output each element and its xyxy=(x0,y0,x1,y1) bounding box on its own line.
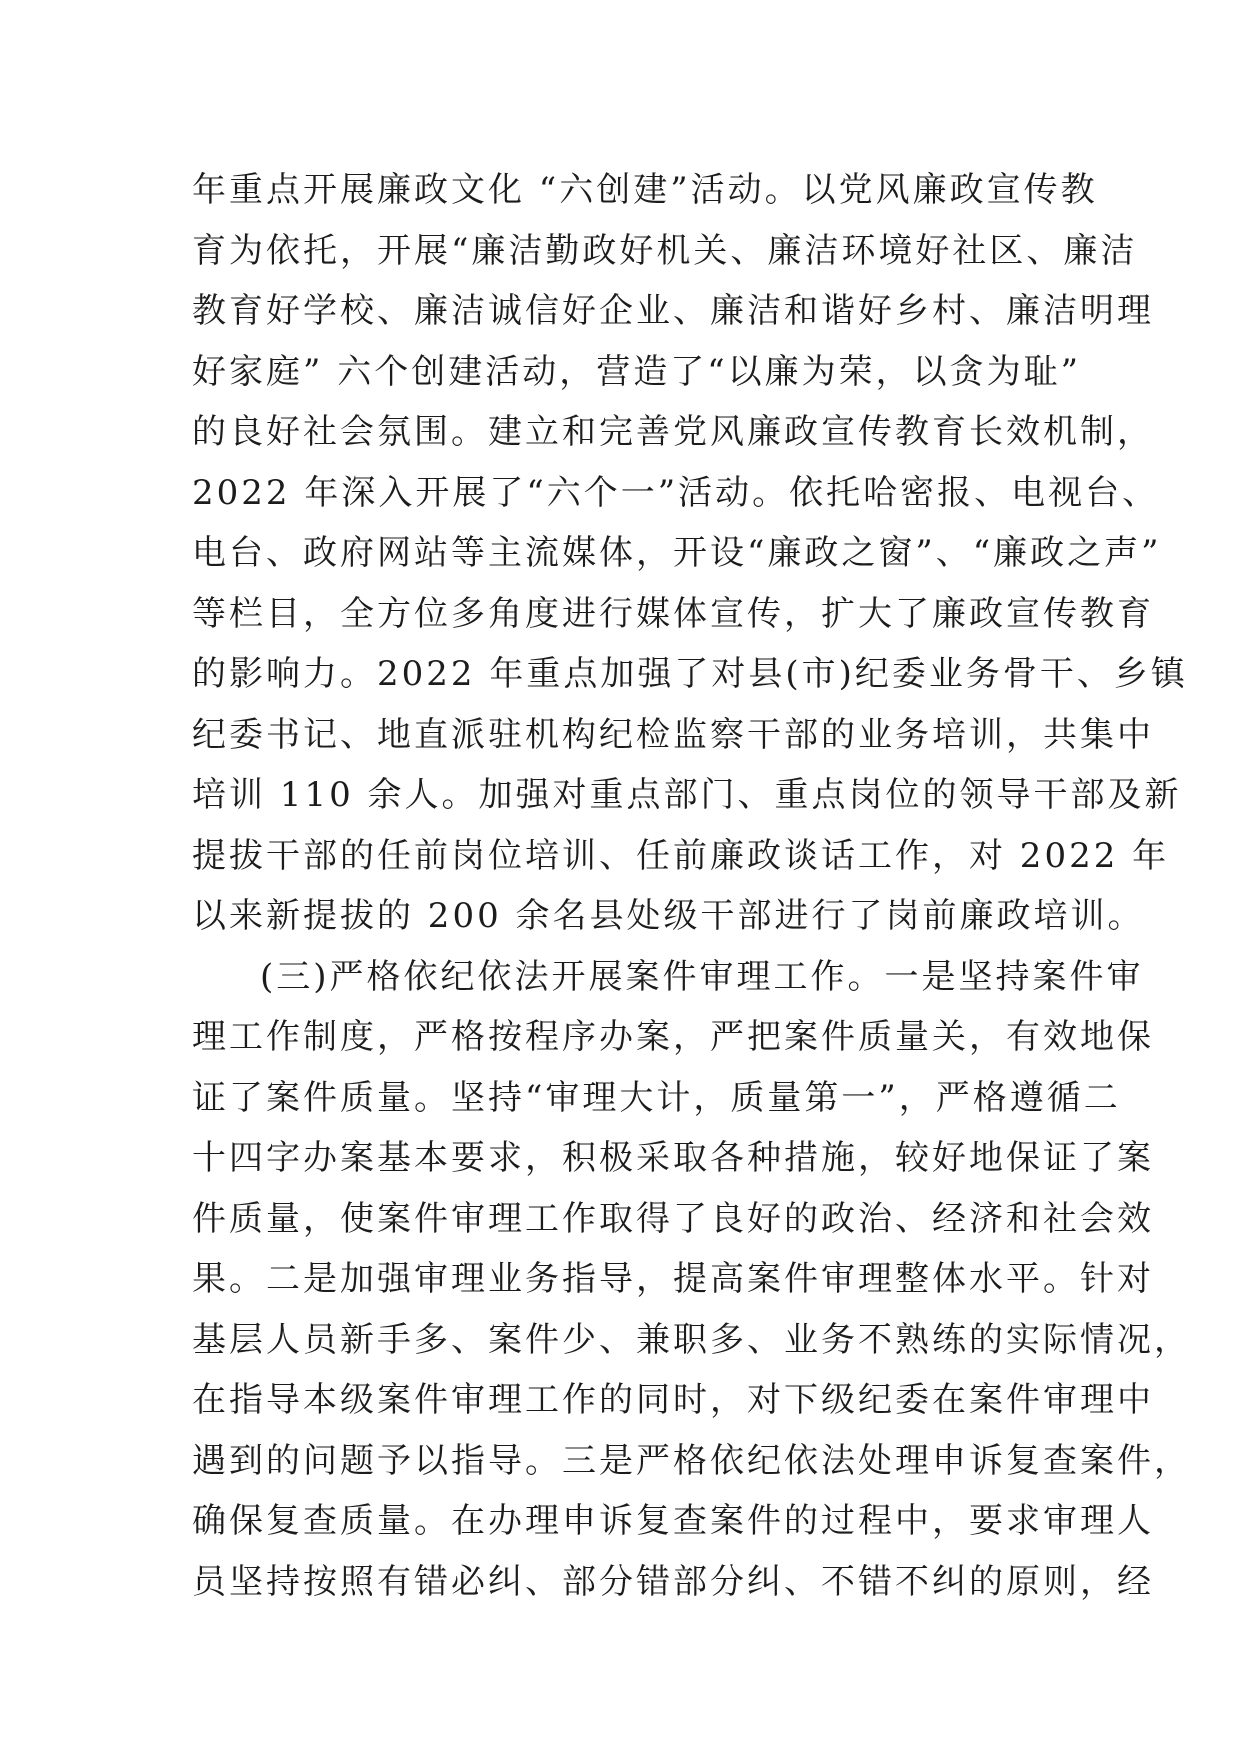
section-heading-line: (三)严格依纪依法开展案件审理工作。一是坚持案件审 xyxy=(260,956,1144,997)
text-line: 果。二是加强审理业务指导，提高案件审理整体水平。针对 xyxy=(192,1259,1154,1299)
text-line: 培训 110 余人。加强对重点部门、重点岗位的领导干部及新 xyxy=(192,775,1182,815)
text-line: 基层人员新手多、案件少、兼职多、业务不熟练的实际情况， xyxy=(192,1319,1191,1360)
text-line: 员坚持按照有错必纠、部分错部分纠、不错不纠的原则，经 xyxy=(192,1561,1154,1602)
text-line: 十四字办案基本要求，积极采取各种措施，较好地保证了案 xyxy=(192,1138,1154,1178)
text-line: 遇到的问题予以指导。三是严格依纪依法处理申诉复查案件， xyxy=(192,1440,1191,1481)
text-line: 教育好学校、廉洁诚信好企业、廉洁和谐好乡村、廉洁明理 xyxy=(192,291,1154,331)
text-line: 育为依托，开展“廉洁勤政好机关、廉洁环境好社区、廉洁 xyxy=(192,230,1138,271)
document-body xyxy=(192,160,1191,1612)
text-line: 以来新提拔的 200 余名县处级干部进行了岗前廉政培训。 xyxy=(192,896,1145,936)
text-line: 在指导本级案件审理工作的同时，对下级纪委在案件审理中 xyxy=(192,1380,1154,1420)
text-line: 好家庭” 六个创建活动，营造了“以廉为荣，以贪为耻” xyxy=(192,351,1081,392)
text-line: 年重点开展廉政文化 “六创建”活动。以党风廉政宣传教 xyxy=(192,170,1098,210)
text-line: 电台、政府网站等主流媒体，开设“廉政之窗”、“廉政之声” xyxy=(192,533,1162,573)
text-line: 提拔干部的任前岗位培训、任前廉政谈话工作，对 2022 年 xyxy=(192,835,1170,876)
text-line: 的良好社会氛围。建立和完善党风廉政宣传教育长效机制， xyxy=(192,412,1154,452)
text-line: 证了案件质量。坚持“审理大计，质量第一”，严格遵循二 xyxy=(192,1077,1121,1118)
text-line: 理工作制度，严格按程序办案，严把案件质量关，有效地保 xyxy=(192,1017,1154,1057)
text-line: 确保复查质量。在办理申诉复查案件的过程中，要求审理人 xyxy=(192,1501,1154,1541)
text-line: 纪委书记、地直派驻机构纪检监察干部的业务培训，共集中 xyxy=(192,714,1154,755)
text-line: 等栏目，全方位多角度进行媒体宣传，扩大了廉政宣传教育 xyxy=(192,593,1154,634)
text-line: 2022 年深入开展了“六个一”活动。依托哈密报、电视台、 xyxy=(192,472,1160,513)
text-line: 的影响力。2022 年重点加强了对县(市)纪委业务骨干、乡镇 xyxy=(192,654,1188,694)
text-line: 件质量，使案件审理工作取得了良好的政治、经济和社会效 xyxy=(192,1198,1154,1239)
